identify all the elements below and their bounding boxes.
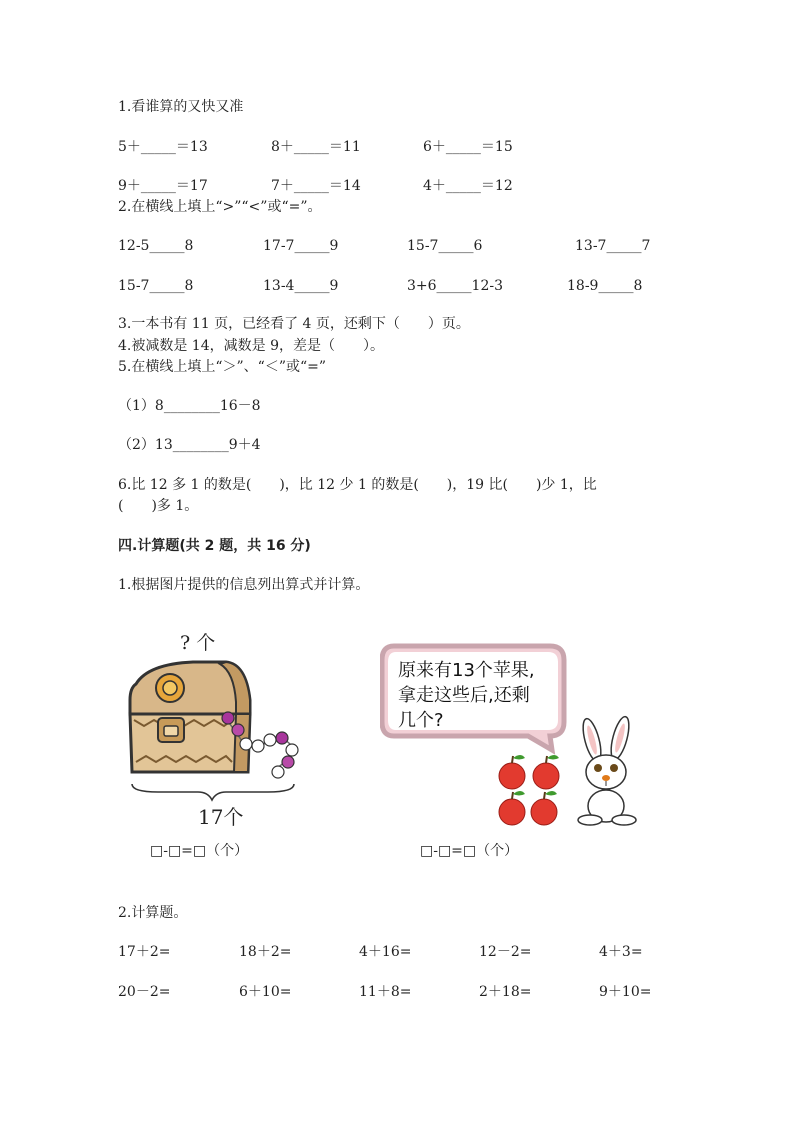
calc-r2-c3[interactable]: 11＋8= — [359, 984, 412, 1000]
q1-r1-c3[interactable]: 6＋_____＝15 — [423, 139, 513, 155]
bubble-line3: 几个? — [398, 710, 444, 731]
section4-heading: 四.计算题(共 2 题，共 16 分) — [118, 538, 311, 554]
rabbit-icon — [578, 715, 636, 825]
calc-r1-c2[interactable]: 18＋2= — [239, 944, 292, 960]
q2-r2-c3[interactable]: 3+6_____12-3 — [407, 278, 503, 294]
q1-r2-c2[interactable]: 7＋_____＝14 — [271, 178, 361, 194]
brace-icon — [132, 784, 294, 800]
pic1-total-label: 17个 — [198, 805, 244, 829]
q2-r1-c4[interactable]: 13-7_____7 — [575, 238, 651, 254]
section4-q2: 2.计算题。 — [118, 905, 188, 921]
bubble-line2: 拿走这些后,还剩 — [398, 685, 530, 706]
calc-r2-c4[interactable]: 2＋18= — [479, 984, 532, 1000]
calc-r2-c5[interactable]: 9＋10= — [599, 984, 652, 1000]
speech-bubble — [382, 646, 564, 750]
q2-r1-c2[interactable]: 17-7_____9 — [263, 238, 339, 254]
q5-title: 5.在横线上填上“＞”、“＜”或“=” — [118, 359, 327, 375]
q1-r1-c2[interactable]: 8＋_____＝11 — [271, 139, 361, 155]
calc-r1-c5[interactable]: 4＋3= — [599, 944, 643, 960]
section4-q1: 1.根据图片提供的信息列出算式并计算。 — [118, 577, 370, 593]
q3-text: 3.一本书有 11 页，已经看了 4 页，还剩下（ ）页。 — [118, 316, 470, 332]
calc-r1-c3[interactable]: 4＋16= — [359, 944, 412, 960]
q5-item2[interactable]: （2）13________9＋4 — [118, 437, 261, 453]
apple-rabbit-picture — [380, 640, 650, 835]
calc-r1-c1[interactable]: 17＋2= — [118, 944, 171, 960]
pic1-formula[interactable]: □-□=□（个） — [150, 843, 249, 859]
q2-r1-c1[interactable]: 12-5_____8 — [118, 238, 194, 254]
q2-r1-c3[interactable]: 15-7_____6 — [407, 238, 483, 254]
q6-line1: 6.比 12 多 1 的数是( )，比 12 少 1 的数是( )，19 比( )少 1，比 — [118, 477, 597, 493]
chest-beads-picture — [118, 622, 318, 832]
q2-r2-c2[interactable]: 13-4_____9 — [263, 278, 339, 294]
q5-item1[interactable]: （1）8________16－8 — [118, 398, 261, 414]
q1-title: 1.看谁算的又快又准 — [118, 99, 244, 115]
q4-text: 4.被减数是 14，减数是 9，差是（ ）。 — [118, 338, 384, 354]
pic1-question-label: ? 个 — [180, 632, 216, 654]
q6-line2: ( )多 1。 — [118, 498, 199, 514]
q1-r2-c1[interactable]: 9＋_____＝17 — [118, 178, 208, 194]
bubble-line1: 原来有13个苹果, — [398, 660, 535, 681]
q2-r2-c4[interactable]: 18-9_____8 — [567, 278, 643, 294]
q1-r1-c1[interactable]: 5＋_____＝13 — [118, 139, 208, 155]
q1-r2-c3[interactable]: 4＋_____＝12 — [423, 178, 513, 194]
q2-r2-c1[interactable]: 15-7_____8 — [118, 278, 194, 294]
q2-title: 2.在横线上填上“>”“<”或“=”。 — [118, 199, 322, 215]
calc-r2-c1[interactable]: 20－2= — [118, 984, 171, 1000]
pic2-formula[interactable]: □-□=□（个） — [420, 843, 519, 859]
apples-icon — [499, 755, 559, 825]
calc-r1-c4[interactable]: 12－2= — [479, 944, 532, 960]
calc-r2-c2[interactable]: 6＋10= — [239, 984, 292, 1000]
